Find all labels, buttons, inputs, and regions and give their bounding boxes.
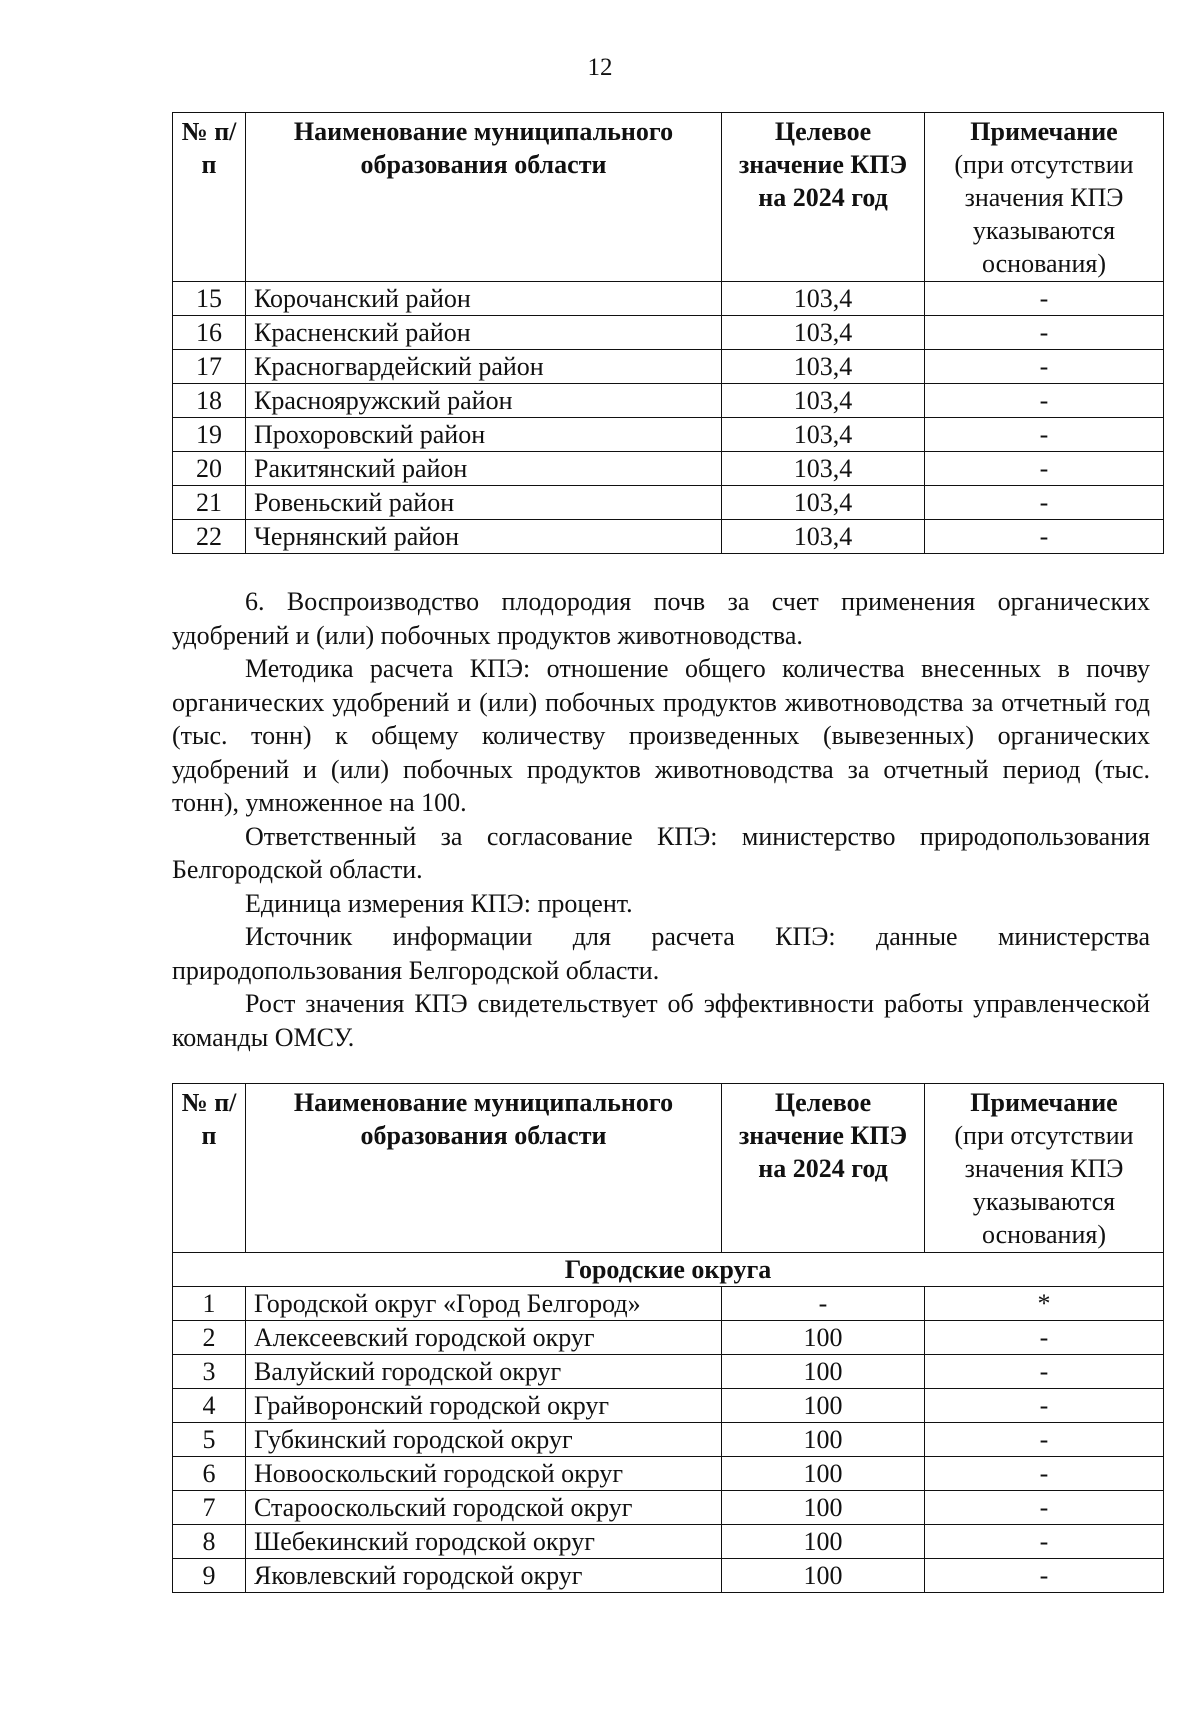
target-value: 103,4 (722, 520, 925, 554)
table-row (173, 1321, 1164, 1355)
note: - (925, 452, 1164, 486)
header-note (925, 1084, 1164, 1253)
municipality-name: Губкинский городской округ (246, 1423, 722, 1457)
table-row (173, 418, 1164, 452)
paragraph: Ответственный за согласование КПЭ: министерство природопользования Белгородской области. (172, 821, 1150, 884)
municipality-name: Чернянский район (246, 520, 722, 554)
header-note-title: Примечание (970, 1088, 1118, 1117)
table-row (173, 1491, 1164, 1525)
paragraph: Единица измерения КПЭ: процент. (245, 888, 633, 918)
municipality-name: Краснояружский район (246, 384, 722, 418)
note: - (925, 1389, 1164, 1423)
municipality-name: Ровеньский район (246, 486, 722, 520)
note: - (925, 316, 1164, 350)
municipality-name: Красненский район (246, 316, 722, 350)
header-note-sub: (при отсутствии значения КПЭ указываются основания) (954, 150, 1134, 278)
target-value: 100 (722, 1491, 925, 1525)
note: - (925, 1491, 1164, 1525)
table-row (173, 1423, 1164, 1457)
kpi-table-districts (172, 112, 1164, 554)
table-row (173, 1559, 1164, 1593)
row-number: 21 (173, 486, 246, 520)
table-row (173, 1457, 1164, 1491)
paragraph: Рост значения КПЭ свидетельствует об эффективности работы управленческой команды ОМСУ. (172, 989, 1150, 1052)
note: - (925, 1525, 1164, 1559)
note: - (925, 384, 1164, 418)
row-number: 2 (173, 1321, 246, 1355)
table-row (173, 486, 1164, 520)
group-label: Городские округа (173, 1253, 1164, 1287)
table-row (173, 1525, 1164, 1559)
row-number: 8 (173, 1525, 246, 1559)
table-row (173, 520, 1164, 554)
header-target: Целевое значение КПЭ на 2024 год (722, 1084, 925, 1253)
table-row (173, 316, 1164, 350)
note: - (925, 486, 1164, 520)
paragraph: Методика расчета КПЭ: отношение общего количества внесенных в почву органических удобрений и (или) побочных продуктов животноводства за отчетный год (тыс. тонн) к общему количеству произведенных (вывезенных) органических удобрений и (или) побочных продуктов животноводства за отчетный период (тыс. тонн), умноженное на 100. (172, 654, 1150, 817)
note: - (925, 1457, 1164, 1491)
target-value: 100 (722, 1559, 925, 1593)
row-number: 6 (173, 1457, 246, 1491)
target-value: 103,4 (722, 282, 925, 316)
municipality-name: Валуйский городской округ (246, 1355, 722, 1389)
row-number: 4 (173, 1389, 246, 1423)
target-value: 103,4 (722, 418, 925, 452)
target-value: 100 (722, 1355, 925, 1389)
note: * (925, 1287, 1164, 1321)
target-value: 103,4 (722, 350, 925, 384)
note: - (925, 1423, 1164, 1457)
row-number: 22 (173, 520, 246, 554)
header-target: Целевое значение КПЭ на 2024 год (722, 113, 925, 282)
table-row (173, 384, 1164, 418)
row-number: 19 (173, 418, 246, 452)
row-number: 9 (173, 1559, 246, 1593)
header-name: Наименование муниципального образования области (246, 1084, 722, 1253)
kpi-description (172, 585, 1150, 1054)
target-value: 103,4 (722, 452, 925, 486)
row-number: 7 (173, 1491, 246, 1525)
row-number: 5 (173, 1423, 246, 1457)
row-number: 3 (173, 1355, 246, 1389)
table-header (173, 113, 1164, 282)
note: - (925, 282, 1164, 316)
target-value: 100 (722, 1389, 925, 1423)
table-row (173, 1355, 1164, 1389)
municipality-name: Яковлевский городской округ (246, 1559, 722, 1593)
municipality-name: Ракитянский район (246, 452, 722, 486)
note: - (925, 350, 1164, 384)
paragraph: 6. Воспроизводство плодородия почв за счет применения органических удобрений и (или) побочных продуктов животноводства. (172, 587, 1150, 650)
header-name: Наименование муниципального образования области (246, 113, 722, 282)
municipality-name: Новооскольский городской округ (246, 1457, 722, 1491)
table-header (173, 1084, 1164, 1253)
page-number: 12 (587, 54, 613, 81)
municipality-name: Шебекинский городской округ (246, 1525, 722, 1559)
target-value: 100 (722, 1321, 925, 1355)
note: - (925, 1321, 1164, 1355)
header-num: № п/п (173, 1084, 246, 1253)
row-number: 17 (173, 350, 246, 384)
table-row (173, 1389, 1164, 1423)
municipality-name: Грайворонский городской округ (246, 1389, 722, 1423)
table-row (173, 1287, 1164, 1321)
group-row (173, 1253, 1164, 1287)
table-row (173, 452, 1164, 486)
municipality-name: Алексеевский городской округ (246, 1321, 722, 1355)
target-value: - (722, 1287, 925, 1321)
row-number: 20 (173, 452, 246, 486)
header-note-sub: (при отсутствии значения КПЭ указываются основания) (954, 1121, 1134, 1249)
municipality-name: Красногвардейский район (246, 350, 722, 384)
target-value: 100 (722, 1525, 925, 1559)
paragraph: Источник информации для расчета КПЭ: данные министерства природопользования Белгородской области. (172, 922, 1150, 985)
header-note (925, 113, 1164, 282)
row-number: 18 (173, 384, 246, 418)
note: - (925, 520, 1164, 554)
header-num: № п/п (173, 113, 246, 282)
target-value: 100 (722, 1457, 925, 1491)
municipality-name: Городской округ «Город Белгород» (246, 1287, 722, 1321)
note: - (925, 1559, 1164, 1593)
table-row (173, 282, 1164, 316)
target-value: 100 (722, 1423, 925, 1457)
row-number: 15 (173, 282, 246, 316)
row-number: 16 (173, 316, 246, 350)
row-number: 1 (173, 1287, 246, 1321)
header-note-title: Примечание (970, 117, 1118, 146)
note: - (925, 418, 1164, 452)
note: - (925, 1355, 1164, 1389)
target-value: 103,4 (722, 384, 925, 418)
kpi-table-urban-districts (172, 1083, 1164, 1593)
municipality-name: Старооскольский городской округ (246, 1491, 722, 1525)
target-value: 103,4 (722, 316, 925, 350)
table-row (173, 350, 1164, 384)
municipality-name: Корочанский район (246, 282, 722, 316)
municipality-name: Прохоровский район (246, 418, 722, 452)
target-value: 103,4 (722, 486, 925, 520)
